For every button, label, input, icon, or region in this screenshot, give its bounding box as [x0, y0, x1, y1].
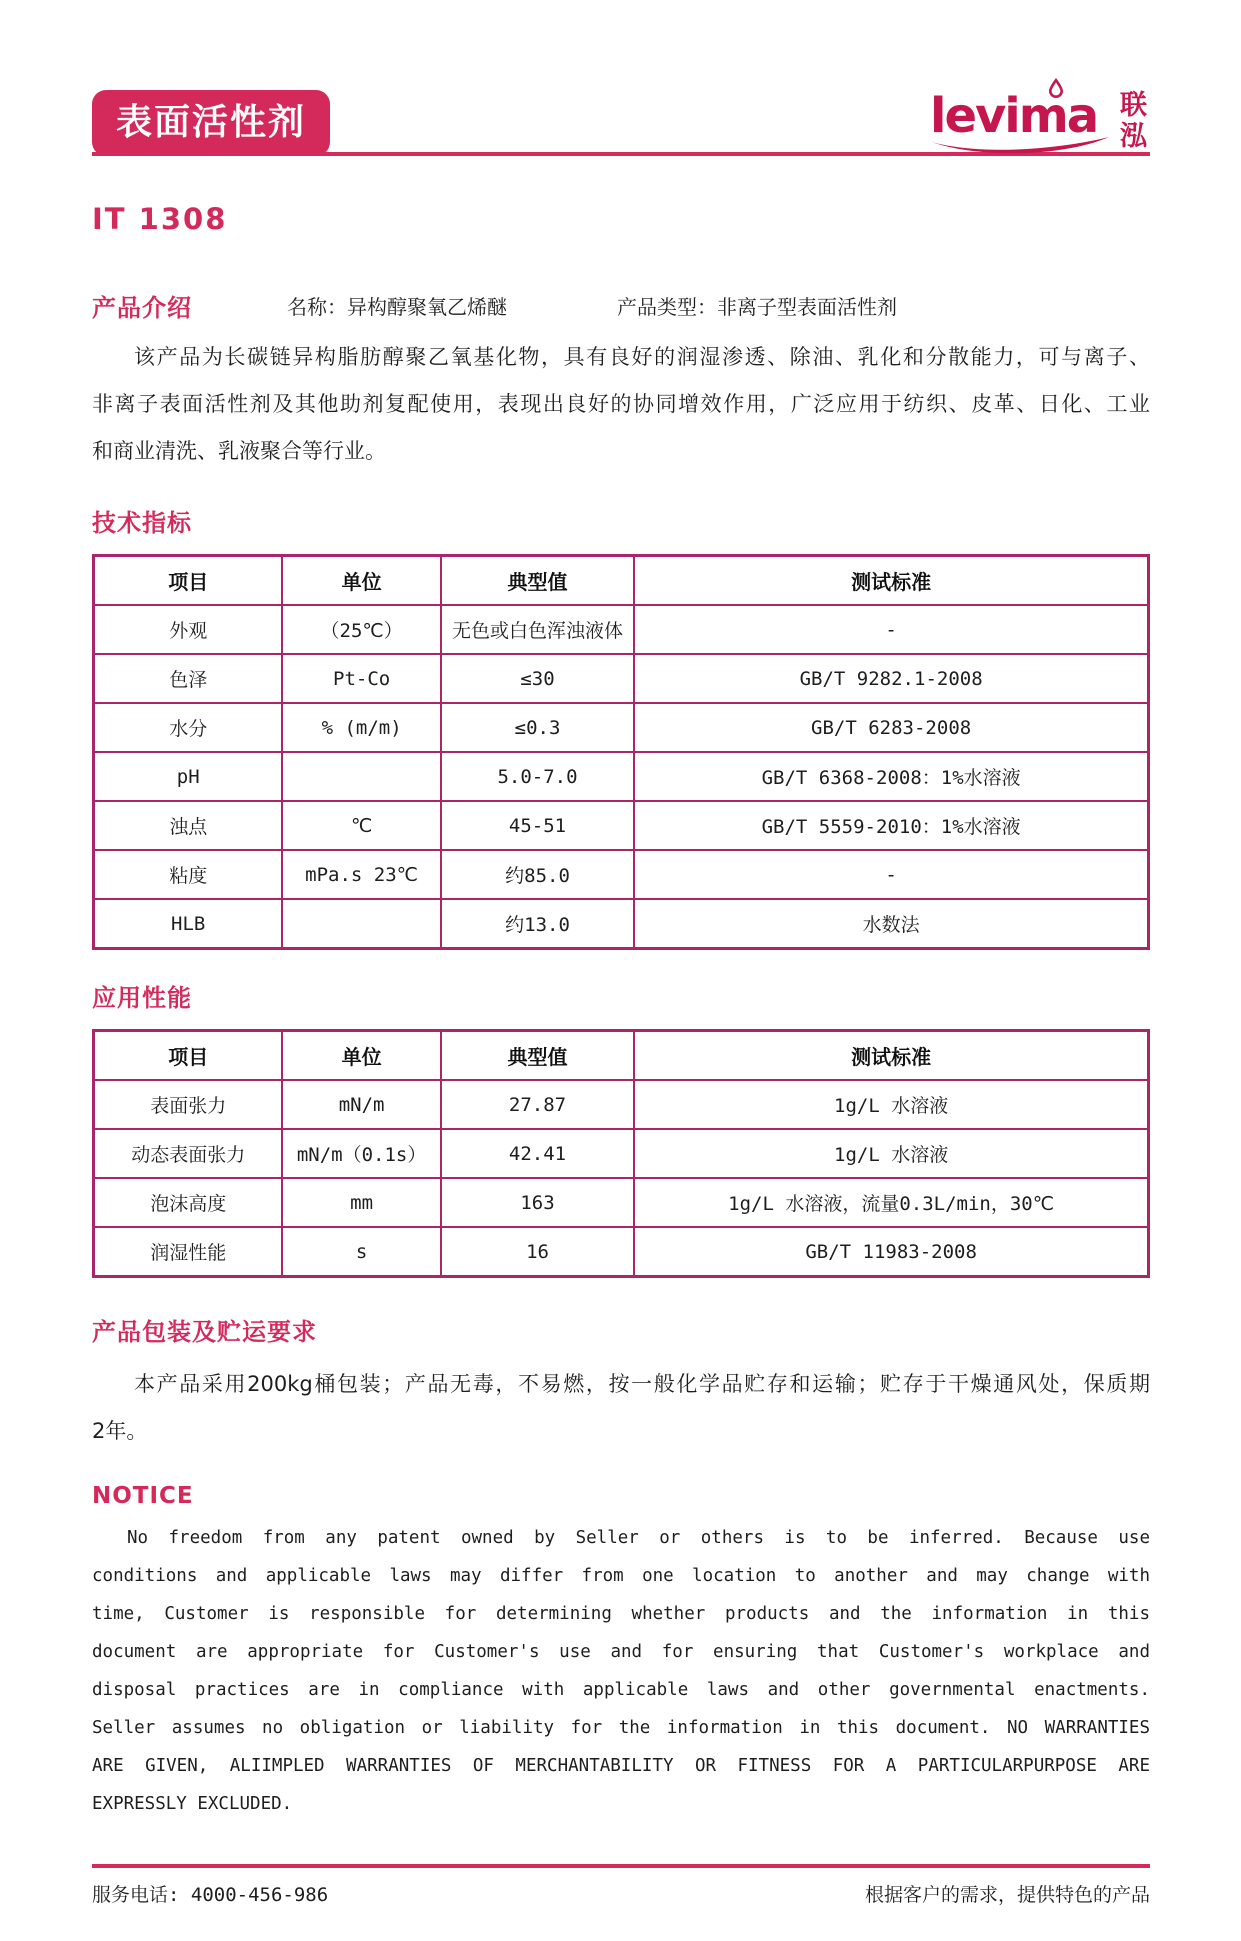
table-header-cell: 典型值 — [441, 1031, 634, 1081]
table-row — [94, 605, 1149, 654]
table-cell: 动态表面张力 — [94, 1129, 283, 1178]
logo-wordmark: levima — [930, 88, 1098, 144]
text-line: Seller assumes no obligation or liability for the information in this document. NO WARRANTIES — [92, 1718, 1150, 1738]
table-cell: GB/T 9282.1-2008 — [634, 654, 1148, 703]
product-name: 名称：异构醇聚氧乙烯醚 — [287, 295, 507, 319]
logo-chinese-name: 联泓 — [1120, 90, 1147, 153]
application-table — [92, 1029, 1150, 1278]
table-cell: - — [634, 605, 1148, 654]
notice-text — [92, 1519, 1150, 1823]
table-header-cell: 测试标准 — [634, 1031, 1148, 1081]
tech-specs-table — [92, 554, 1150, 950]
table-cell — [282, 752, 440, 801]
application-heading: 应用性能 — [92, 984, 192, 1012]
text-line: conditions and applicable laws may differ from one location to another and may change with — [92, 1566, 1150, 1586]
text-line: 和商业清洗、乳液聚合等行业。 — [92, 439, 386, 463]
page-header — [0, 0, 1241, 158]
table-header-cell: 项目 — [94, 1031, 283, 1081]
footer-slogan: 根据客户的需求，提供特色的产品 — [864, 1884, 1150, 1906]
water-drop-icon — [1048, 78, 1064, 98]
table-row — [94, 1080, 1149, 1129]
text-line: time, Customer is responsible for determining whether products and the information in this — [92, 1604, 1150, 1624]
table-cell: 无色或白色浑浊液体 — [441, 605, 634, 654]
table-header-cell: 测试标准 — [634, 556, 1148, 606]
page-content — [0, 202, 1241, 1823]
table-cell: mN/m — [282, 1080, 440, 1129]
table-cell: 色泽 — [94, 654, 283, 703]
table-cell: HLB — [94, 899, 283, 949]
table-cell: ℃ — [282, 801, 440, 850]
table-row — [94, 752, 1149, 801]
table-cell: 42.41 — [441, 1129, 634, 1178]
text-line: disposal practices are in compliance with applicable laws and other governmental enactments. — [92, 1680, 1150, 1700]
table-header-cell: 典型值 — [441, 556, 634, 606]
table-cell: 27.87 — [441, 1080, 634, 1129]
table-cell: ≤0.3 — [441, 703, 634, 752]
table-cell: 163 — [441, 1178, 634, 1227]
packaging-text — [92, 1361, 1150, 1455]
table-cell: mPa.s 23℃ — [282, 850, 440, 899]
table-row — [94, 801, 1149, 850]
service-phone: 服务电话: 4000-456-986 — [92, 1884, 329, 1906]
levima-logo — [930, 80, 1150, 156]
table-cell: mN/m（0.1s） — [282, 1129, 440, 1178]
notice-heading: NOTICE — [92, 1483, 194, 1509]
table-cell: 水数法 — [634, 899, 1148, 949]
table-row — [94, 1129, 1149, 1178]
table-cell: 表面张力 — [94, 1080, 283, 1129]
table-cell: GB/T 5559-2010：1%水溶液 — [634, 801, 1148, 850]
table-cell: 水分 — [94, 703, 283, 752]
text-line: 本产品采用200kg桶包装；产品无毒，不易燃，按一般化学品贮存和运输；贮存于干燥通风处，保质期 — [134, 1372, 1150, 1396]
table-cell: % (m/m) — [282, 703, 440, 752]
table-cell: 45-51 — [441, 801, 634, 850]
product-code: IT 1308 — [92, 202, 228, 236]
text-line: No freedom from any patent owned by Seller or others is to be inferred. Because use — [127, 1528, 1150, 1548]
table-cell: 约13.0 — [441, 899, 634, 949]
table-cell — [282, 899, 440, 949]
table-cell: 外观 — [94, 605, 283, 654]
table-header-cell: 项目 — [94, 556, 283, 606]
table-cell: 1g/L 水溶液 — [634, 1129, 1148, 1178]
text-line: 该产品为长碳链异构脂肪醇聚乙氧基化物，具有良好的润湿渗透、除油、乳化和分散能力，可与离子、 — [134, 345, 1150, 369]
table-cell: 1g/L 水溶液，流量0.3L/min，30℃ — [634, 1178, 1148, 1227]
table-cell: 浊点 — [94, 801, 283, 850]
table-cell: GB/T 6368-2008：1%水溶液 — [634, 752, 1148, 801]
table-row — [94, 1178, 1149, 1227]
tech-specs-heading: 技术指标 — [92, 509, 192, 537]
table-header-cell: 单位 — [282, 556, 440, 606]
table-row — [94, 899, 1149, 949]
table-cell: 粘度 — [94, 850, 283, 899]
table-cell: - — [634, 850, 1148, 899]
table-cell: （25℃） — [282, 605, 440, 654]
table-cell: 约85.0 — [441, 850, 634, 899]
text-line: document are appropriate for Customer's use and for ensuring that Customer's workplace and — [92, 1642, 1150, 1662]
logo-wordmark-wrap — [930, 80, 1110, 156]
table-cell: 润湿性能 — [94, 1227, 283, 1277]
table-cell: 泡沫高度 — [94, 1178, 283, 1227]
table-cell: 1g/L 水溶液 — [634, 1080, 1148, 1129]
table-row — [94, 654, 1149, 703]
table-row — [94, 1227, 1149, 1277]
table-header-row — [94, 556, 1149, 606]
text-line: EXPRESSLY EXCLUDED. — [92, 1794, 293, 1814]
table-row — [94, 703, 1149, 752]
table-row — [94, 850, 1149, 899]
page-footer — [92, 1864, 1150, 1907]
product-description — [92, 334, 1150, 475]
product-type: 产品类型：非离子型表面活性剂 — [617, 295, 897, 319]
table-cell: Pt-Co — [282, 654, 440, 703]
table-cell: 5.0-7.0 — [441, 752, 634, 801]
table-cell: 16 — [441, 1227, 634, 1277]
text-line: 2年。 — [92, 1419, 148, 1443]
category-banner: 表面活性剂 — [92, 90, 330, 156]
packaging-heading: 产品包装及贮运要求 — [92, 1318, 317, 1346]
table-header-cell: 单位 — [282, 1031, 440, 1081]
table-header-row — [94, 1031, 1149, 1081]
table-cell: GB/T 6283-2008 — [634, 703, 1148, 752]
product-intro-row — [92, 288, 1150, 320]
table-cell: GB/T 11983-2008 — [634, 1227, 1148, 1277]
table-cell: pH — [94, 752, 283, 801]
table-cell: ≤30 — [441, 654, 634, 703]
text-line: ARE GIVEN, ALIIMPLED WARRANTIES OF MERCHANTABILITY OR FITNESS FOR A PARTICULARPURPOSE ARE — [92, 1756, 1150, 1776]
table-cell: mm — [282, 1178, 440, 1227]
table-cell: s — [282, 1227, 440, 1277]
text-line: 非离子表面活性剂及其他助剂复配使用，表现出良好的协同增效作用，广泛应用于纺织、皮革、日化、工业 — [92, 392, 1150, 416]
intro-heading: 产品介绍 — [92, 294, 192, 322]
